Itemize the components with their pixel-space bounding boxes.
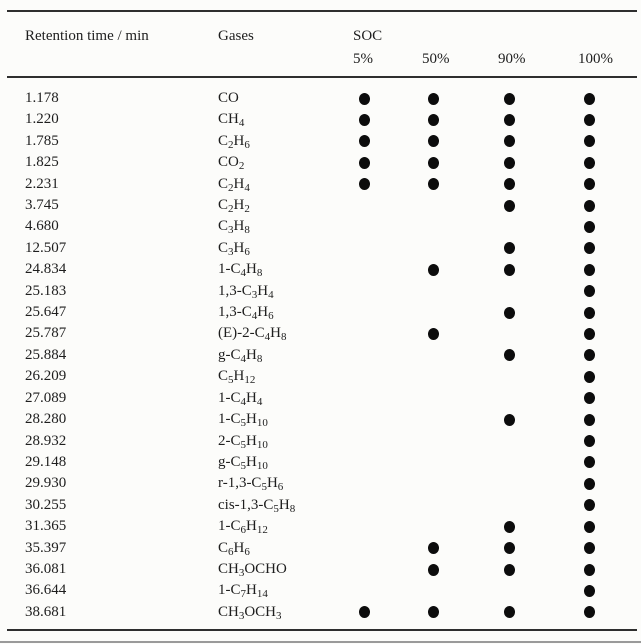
retention-time-cell: 29.148 [25,453,67,470]
soc-cell-50 [422,602,498,630]
soc-cell-50 [422,323,498,344]
soc-cell-90 [498,195,578,216]
soc-cell-50 [422,580,498,601]
soc-cell-100 [578,174,637,195]
soc-dot [584,178,595,190]
soc-cell-5 [353,538,422,559]
gas-cell: $C_2H_4$ [218,175,250,194]
soc-cell-5 [353,409,422,430]
gas-cell: cis-$1,3-C_5H_8$ [218,496,296,515]
retention-time-cell: 31.365 [25,518,67,535]
soc-cell-50 [422,409,498,430]
soc-cell-50 [422,174,498,195]
gas-cell: $1-C_5H_{10}$ [218,411,268,430]
soc-dot [359,157,370,169]
soc-dot [584,606,595,618]
gas-cell: $g-C_5H_{10}$ [218,453,268,472]
soc-dot [504,349,515,361]
soc-cell-5 [353,473,422,494]
soc-cell-90 [498,259,578,280]
soc-cell-50 [422,516,498,537]
soc-cell-50 [422,216,498,237]
soc-cell-100 [578,431,637,452]
gas-cell: $C_5H_{12}$ [218,368,256,387]
retention-time-cell: 24.834 [25,261,67,278]
header-retention-time: Retention time / min [25,28,149,44]
retention-time-cell: 1.785 [25,132,59,149]
soc-dot [359,606,370,618]
retention-time-cell: 1.825 [25,154,59,171]
soc-dot [584,564,595,576]
soc-cell-50 [422,345,498,366]
soc-cell-100 [578,388,637,409]
soc-cell-5 [353,323,422,344]
soc-dot [504,542,515,554]
soc-cell-90 [498,216,578,237]
soc-cell-90 [498,495,578,516]
gas-cell: $1-C_4H_8$ [218,261,263,280]
soc-dot [504,135,515,147]
gas-cell: $2-C_5H_{10}$ [218,432,268,451]
soc-cell-100 [578,259,637,280]
soc-cell-90 [498,559,578,580]
soc-dot [584,499,595,511]
table-row [7,109,637,130]
soc-dot [584,349,595,361]
soc-cell-90 [498,431,578,452]
retention-time-cell: 25.647 [25,304,67,321]
soc-cell-90 [498,174,578,195]
table-row [7,195,637,216]
soc-cell-5 [353,281,422,302]
soc-dot [584,157,595,169]
retention-time-cell: 26.209 [25,368,67,385]
table-row [7,238,637,259]
soc-cell-5 [353,152,422,173]
soc-cell-90 [498,152,578,173]
gas-cell: $C_2H_6$ [218,132,250,151]
soc-cell-50 [422,559,498,580]
header-row-soc-levels [7,46,637,77]
table-row [7,431,637,452]
soc-cell-90 [498,109,578,130]
gas-cell: $1,3-C_3H_4$ [218,282,274,301]
soc-cell-100 [578,238,637,259]
soc-cell-100 [578,559,637,580]
retention-time-cell: 28.932 [25,432,67,449]
table-row [7,495,637,516]
table-row [7,281,637,302]
soc-cell-90 [498,323,578,344]
retention-time-cell: 29.930 [25,475,67,492]
soc-cell-100 [578,580,637,601]
gas-cell: $CH_3OCH_3$ [218,603,282,622]
soc-cell-90 [498,388,578,409]
soc-dot [584,93,595,105]
soc-cell-100 [578,77,637,109]
gas-cell: $CO_2$ [218,154,245,173]
soc-cell-100 [578,216,637,237]
table-row [7,174,637,195]
soc-dot [504,200,515,212]
table-row [7,323,637,344]
gas-cell: $1-C_4H_4$ [218,389,263,408]
retention-time-cell: 4.680 [25,218,59,235]
soc-dot [584,285,595,297]
soc-cell-5 [353,431,422,452]
soc-dot [584,542,595,554]
retention-time-cell: 25.183 [25,282,67,299]
soc-dot [428,135,439,147]
soc-cell-50 [422,302,498,323]
soc-cell-5 [353,495,422,516]
soc-cell-50 [422,538,498,559]
soc-cell-50 [422,131,498,152]
soc-cell-50 [422,366,498,387]
page-bottom-edge [0,641,641,643]
retention-time-cell: 1.220 [25,111,59,128]
soc-cell-90 [498,580,578,601]
table-row [7,516,637,537]
soc-dot [584,435,595,447]
table-row [7,152,637,173]
soc-dot [359,135,370,147]
soc-dot [359,114,370,126]
retention-time-cell: 27.089 [25,389,67,406]
soc-cell-100 [578,195,637,216]
gas-cell: $C_2H_2$ [218,197,250,216]
table-row [7,77,637,109]
soc-cell-50 [422,77,498,109]
soc-cell-50 [422,238,498,259]
soc-cell-5 [353,602,422,630]
soc-cell-50 [422,388,498,409]
header-soc-5: 5% [353,50,373,67]
table-row [7,473,637,494]
soc-dot [584,414,595,426]
retention-time-cell: 12.507 [25,239,67,256]
gas-cell: $C_3H_6$ [218,239,250,258]
soc-dot [504,114,515,126]
retention-time-cell: 28.280 [25,411,67,428]
soc-cell-5 [353,366,422,387]
soc-cell-5 [353,345,422,366]
soc-dot [504,606,515,618]
soc-cell-5 [353,302,422,323]
soc-dot [428,264,439,276]
table-header [7,11,637,77]
header-row-main [7,11,637,46]
soc-cell-100 [578,538,637,559]
soc-cell-5 [353,174,422,195]
soc-cell-100 [578,602,637,630]
soc-cell-50 [422,431,498,452]
soc-cell-100 [578,345,637,366]
soc-cell-100 [578,409,637,430]
gas-cell: $r-1,3-C_5H_6$ [218,475,284,494]
soc-cell-100 [578,109,637,130]
table-row [7,559,637,580]
retention-time-cell: 1.178 [25,90,59,106]
soc-dot [584,307,595,319]
table-row [7,302,637,323]
table-row [7,345,637,366]
soc-dot [428,564,439,576]
header-gases: Gases [218,28,254,44]
soc-cell-90 [498,516,578,537]
soc-cell-5 [353,452,422,473]
table-row [7,216,637,237]
retention-time-cell: 25.787 [25,325,67,342]
header-soc-90: 90% [498,50,526,67]
retention-time-cell: 35.397 [25,539,67,556]
soc-cell-90 [498,473,578,494]
soc-dot [428,157,439,169]
retention-time-cell: 3.745 [25,197,59,214]
soc-dot [584,521,595,533]
table-row [7,366,637,387]
table-row [7,602,637,630]
table-row [7,131,637,152]
soc-dot [504,157,515,169]
soc-dot [584,114,595,126]
soc-cell-5 [353,216,422,237]
soc-cell-5 [353,131,422,152]
soc-cell-90 [498,281,578,302]
soc-dot [584,328,595,340]
soc-dot [359,178,370,190]
soc-cell-90 [498,345,578,366]
table-row [7,538,637,559]
soc-dot [504,414,515,426]
soc-cell-90 [498,538,578,559]
soc-cell-90 [498,366,578,387]
soc-dot [584,242,595,254]
soc-cell-90 [498,302,578,323]
soc-cell-5 [353,238,422,259]
soc-cell-5 [353,580,422,601]
soc-cell-100 [578,452,637,473]
soc-dot [504,264,515,276]
soc-cell-50 [422,495,498,516]
soc-dot [428,93,439,105]
soc-dot [359,93,370,105]
header-soc-100: 100% [578,50,613,67]
soc-cell-100 [578,323,637,344]
soc-dot [584,371,595,383]
retention-time-cell: 36.081 [25,560,67,577]
gas-cell: $C_3H_8$ [218,218,250,237]
retention-time-cell: 2.231 [25,175,59,192]
soc-cell-50 [422,281,498,302]
soc-cell-50 [422,109,498,130]
soc-dot [504,178,515,190]
soc-cell-5 [353,195,422,216]
header-soc: SOC [353,28,383,44]
soc-dot [428,606,439,618]
soc-dot [504,242,515,254]
soc-dot [504,564,515,576]
soc-cell-5 [353,109,422,130]
soc-dot [584,478,595,490]
soc-dot [428,178,439,190]
soc-cell-100 [578,152,637,173]
retention-time-table [7,10,637,631]
soc-cell-100 [578,131,637,152]
soc-cell-5 [353,388,422,409]
soc-cell-100 [578,366,637,387]
retention-time-cell: 38.681 [25,603,67,620]
gas-cell: $g-C_4H_8$ [218,346,263,365]
soc-cell-90 [498,131,578,152]
soc-cell-100 [578,281,637,302]
soc-cell-100 [578,516,637,537]
soc-cell-100 [578,302,637,323]
table-body [7,77,637,630]
soc-dot [584,585,595,597]
soc-cell-5 [353,559,422,580]
header-soc-50: 50% [422,50,450,67]
soc-cell-50 [422,195,498,216]
soc-cell-50 [422,152,498,173]
soc-dot [504,93,515,105]
soc-cell-90 [498,77,578,109]
soc-cell-90 [498,409,578,430]
soc-cell-90 [498,238,578,259]
retention-time-cell: 25.884 [25,346,67,363]
soc-cell-50 [422,259,498,280]
soc-cell-90 [498,602,578,630]
soc-cell-5 [353,77,422,109]
soc-cell-5 [353,259,422,280]
soc-dot [504,307,515,319]
soc-dot [428,114,439,126]
retention-time-cell: 36.644 [25,582,67,599]
soc-dot [584,221,595,233]
header-spacer-5 [218,46,353,77]
soc-dot [584,200,595,212]
soc-dot [428,542,439,554]
soc-dot [584,264,595,276]
table-row [7,452,637,473]
table-row [7,259,637,280]
soc-cell-90 [498,452,578,473]
table-row [7,409,637,430]
header-spacer-3 [578,11,637,46]
soc-dot [584,392,595,404]
retention-time-cell: 30.255 [25,496,67,513]
soc-cell-50 [422,452,498,473]
gas-cell: $1-C_6H_{12}$ [218,518,268,537]
soc-dot [584,135,595,147]
soc-cell-50 [422,473,498,494]
gas-cell: CO [218,90,239,106]
soc-cell-5 [353,516,422,537]
soc-dot [428,328,439,340]
gas-cell: $CH_3OCHO$ [218,560,287,579]
table-row [7,388,637,409]
table-row [7,580,637,601]
gas-cell: $C_6H_6$ [218,539,250,558]
soc-cell-100 [578,495,637,516]
soc-dot [584,456,595,468]
header-spacer-4 [7,46,218,77]
gas-cell: $(E)-2-C_4H_8$ [218,325,287,344]
gas-cell: $1-C_7H_{14}$ [218,582,268,601]
soc-dot [504,521,515,533]
header-spacer-2 [498,11,578,46]
gas-cell: $CH_4$ [218,111,245,130]
paper-table-page [0,10,641,631]
header-spacer-1 [422,11,498,46]
soc-cell-100 [578,473,637,494]
gas-cell: $1,3-C_4H_6$ [218,304,274,323]
